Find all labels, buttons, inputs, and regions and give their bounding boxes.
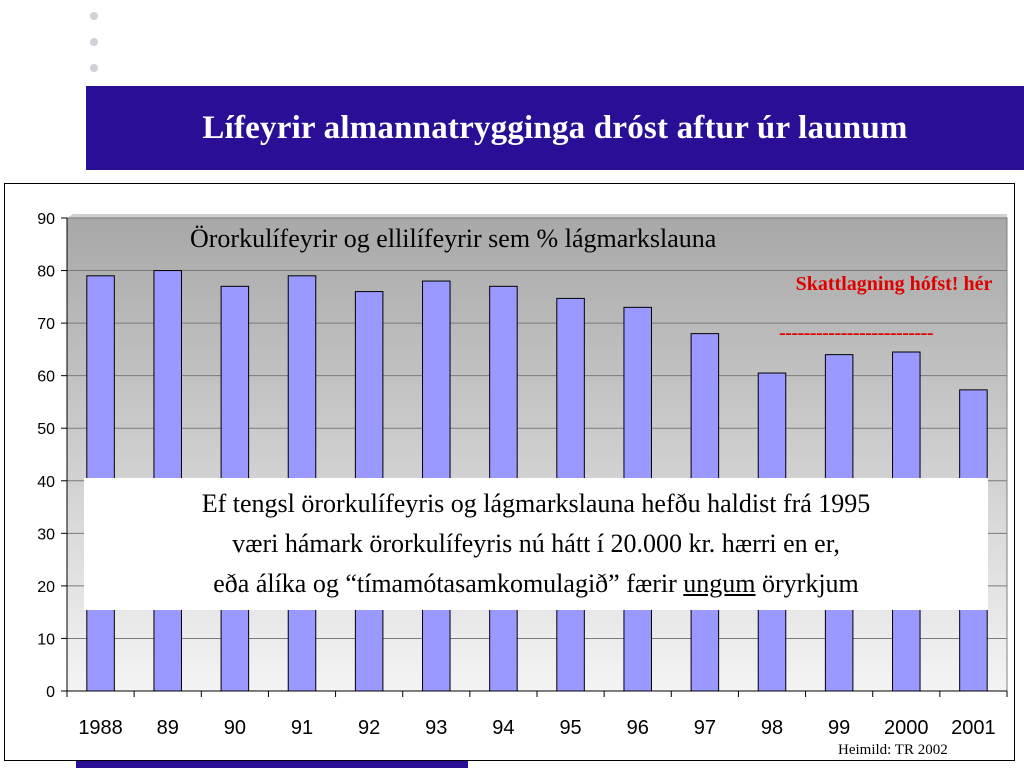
source-note: Heimild: TR 2002 xyxy=(838,742,948,758)
x-tick-label: 89 xyxy=(156,717,179,739)
x-tick-label: 2001 xyxy=(951,717,996,739)
y-tick-label: 70 xyxy=(37,316,55,334)
x-tick-label: 93 xyxy=(425,717,448,739)
x-tick-label: 98 xyxy=(760,717,784,739)
overlay-line-2: væri hámark örorkulífeyris nú hátt í 20.000 kr. hærri en er, xyxy=(232,529,840,558)
x-tick-label: 1988 xyxy=(78,717,123,739)
x-tick-label: 94 xyxy=(492,717,515,739)
chart-title: Örorkulífeyrir og ellilífeyrir sem % lágmarkslauna xyxy=(190,224,717,253)
y-tick-label: 0 xyxy=(46,684,55,701)
x-tick-label: 91 xyxy=(290,717,314,739)
overlay-line-3 xyxy=(213,564,859,604)
x-tick-label: 2000 xyxy=(884,717,929,739)
x-tick-label: 95 xyxy=(559,717,582,739)
plot-top-edge xyxy=(67,214,1007,218)
tax-annotation: Skattlagning hófst! hér xyxy=(795,273,993,295)
overlay-text-box xyxy=(84,478,988,610)
x-tick-label: 90 xyxy=(223,717,246,739)
y-tick-label: 90 xyxy=(37,211,55,228)
overlay-line-3-start: eða álíka og “tímamótasamkomulagið” færir xyxy=(213,569,684,598)
slide-title: Lífeyrir almannatrygginga dróst aftur úr launum xyxy=(202,109,908,146)
overlay-line-1: Ef tengsl örorkulífeyris og lágmarkslauna hefðu haldist frá 1995 xyxy=(201,489,871,518)
x-tick-label: 99 xyxy=(828,717,851,739)
tax-annotation-dashes: ------------------------- xyxy=(779,322,934,342)
overlay-underlined-word: ungum xyxy=(683,569,756,598)
x-tick-label: 97 xyxy=(693,717,716,739)
x-tick-label: 96 xyxy=(626,717,649,739)
overlay-line-3-end: öryrkjum xyxy=(755,569,859,598)
y-tick-label: 40 xyxy=(37,473,55,491)
y-tick-label: 10 xyxy=(37,631,55,649)
x-tick-label: 92 xyxy=(358,717,381,739)
y-tick-label: 60 xyxy=(37,368,55,386)
y-tick-label: 80 xyxy=(37,263,55,281)
y-tick-label: 50 xyxy=(37,421,55,439)
y-tick-label: 30 xyxy=(37,526,55,544)
y-tick-label: 20 xyxy=(37,578,55,596)
